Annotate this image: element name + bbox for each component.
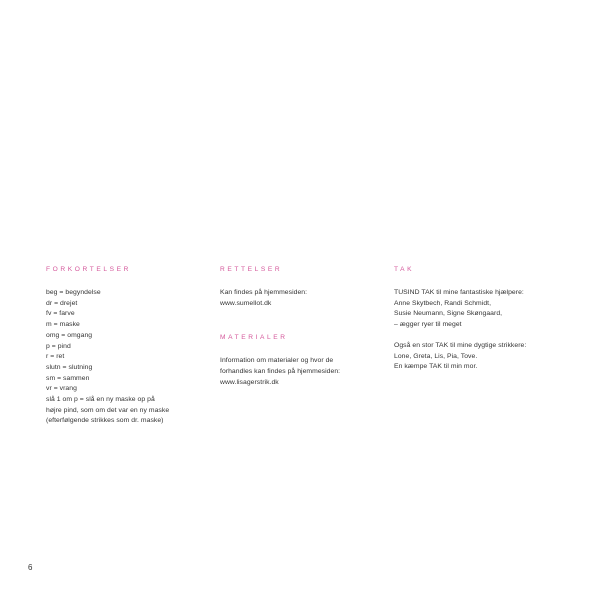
materials-line: forhandles kan findes på hjemmesiden: [220, 368, 341, 376]
thanks-line: Anne Skytbech, Randi Schmidt, [394, 299, 492, 307]
thanks-paragraph-1 [394, 288, 574, 331]
abbreviation-item: fv = farve [46, 310, 75, 318]
abbreviation-item: m = maske [46, 321, 80, 329]
abbreviations-list [46, 288, 206, 427]
abbreviations-section [46, 265, 206, 427]
corrections-line: Kan findes på hjemmesiden: [220, 289, 308, 296]
thanks-heading: TAK [394, 266, 415, 273]
abbreviation-item: r = ret [46, 353, 65, 361]
thanks-paragraph-2 [394, 341, 574, 373]
abbreviation-item: sm = sammen [46, 374, 90, 382]
thanks-line: Lone, Greta, Lis, Pia, Tove. [394, 352, 478, 360]
abbreviation-item: (efterfølgende strikkes som dr. maske) [46, 417, 164, 425]
abbreviation-item: slutn = slutning [46, 363, 93, 371]
abbreviation-item: vr = vrang [46, 385, 77, 393]
page-number: 6 [28, 563, 33, 572]
corrections-heading: RETTELSER [220, 266, 283, 273]
abbreviation-item: højre pind, som om det var en ny maske [46, 406, 170, 414]
materials-link[interactable]: www.lisagerstrik.dk [220, 378, 279, 386]
thanks-line: – ægger ryer til meget [394, 321, 462, 329]
abbreviations-heading: FORKORTELSER [46, 266, 131, 273]
corrections-link[interactable]: www.sumellot.dk [220, 299, 272, 307]
thanks-line: En kæmpe TAK til min mor. [394, 363, 478, 371]
abbreviation-item: dr = drejet [46, 299, 78, 307]
materials-heading: MATERIALER [220, 334, 288, 342]
thanks-line: TUSIND TAK til mine fantastiske hjælpere: [394, 289, 524, 296]
thanks-line: Susie Neumann, Signe Skøngaard, [394, 310, 503, 318]
abbreviation-item: beg = begyndelse [46, 289, 101, 296]
thanks-section [394, 265, 574, 373]
materials-text [220, 356, 385, 388]
abbreviation-item: slå 1 om p = slå en ny maske op på [46, 396, 155, 404]
abbreviation-item: p = pind [46, 342, 71, 350]
corrections-materials-section [220, 265, 385, 389]
thanks-line: Også en stor TAK til mine dygtige strikkere: [394, 341, 527, 349]
materials-line: Information om materialer og hvor de [220, 357, 334, 365]
corrections-text [220, 288, 385, 309]
abbreviation-item: omg = omgang [46, 331, 93, 339]
